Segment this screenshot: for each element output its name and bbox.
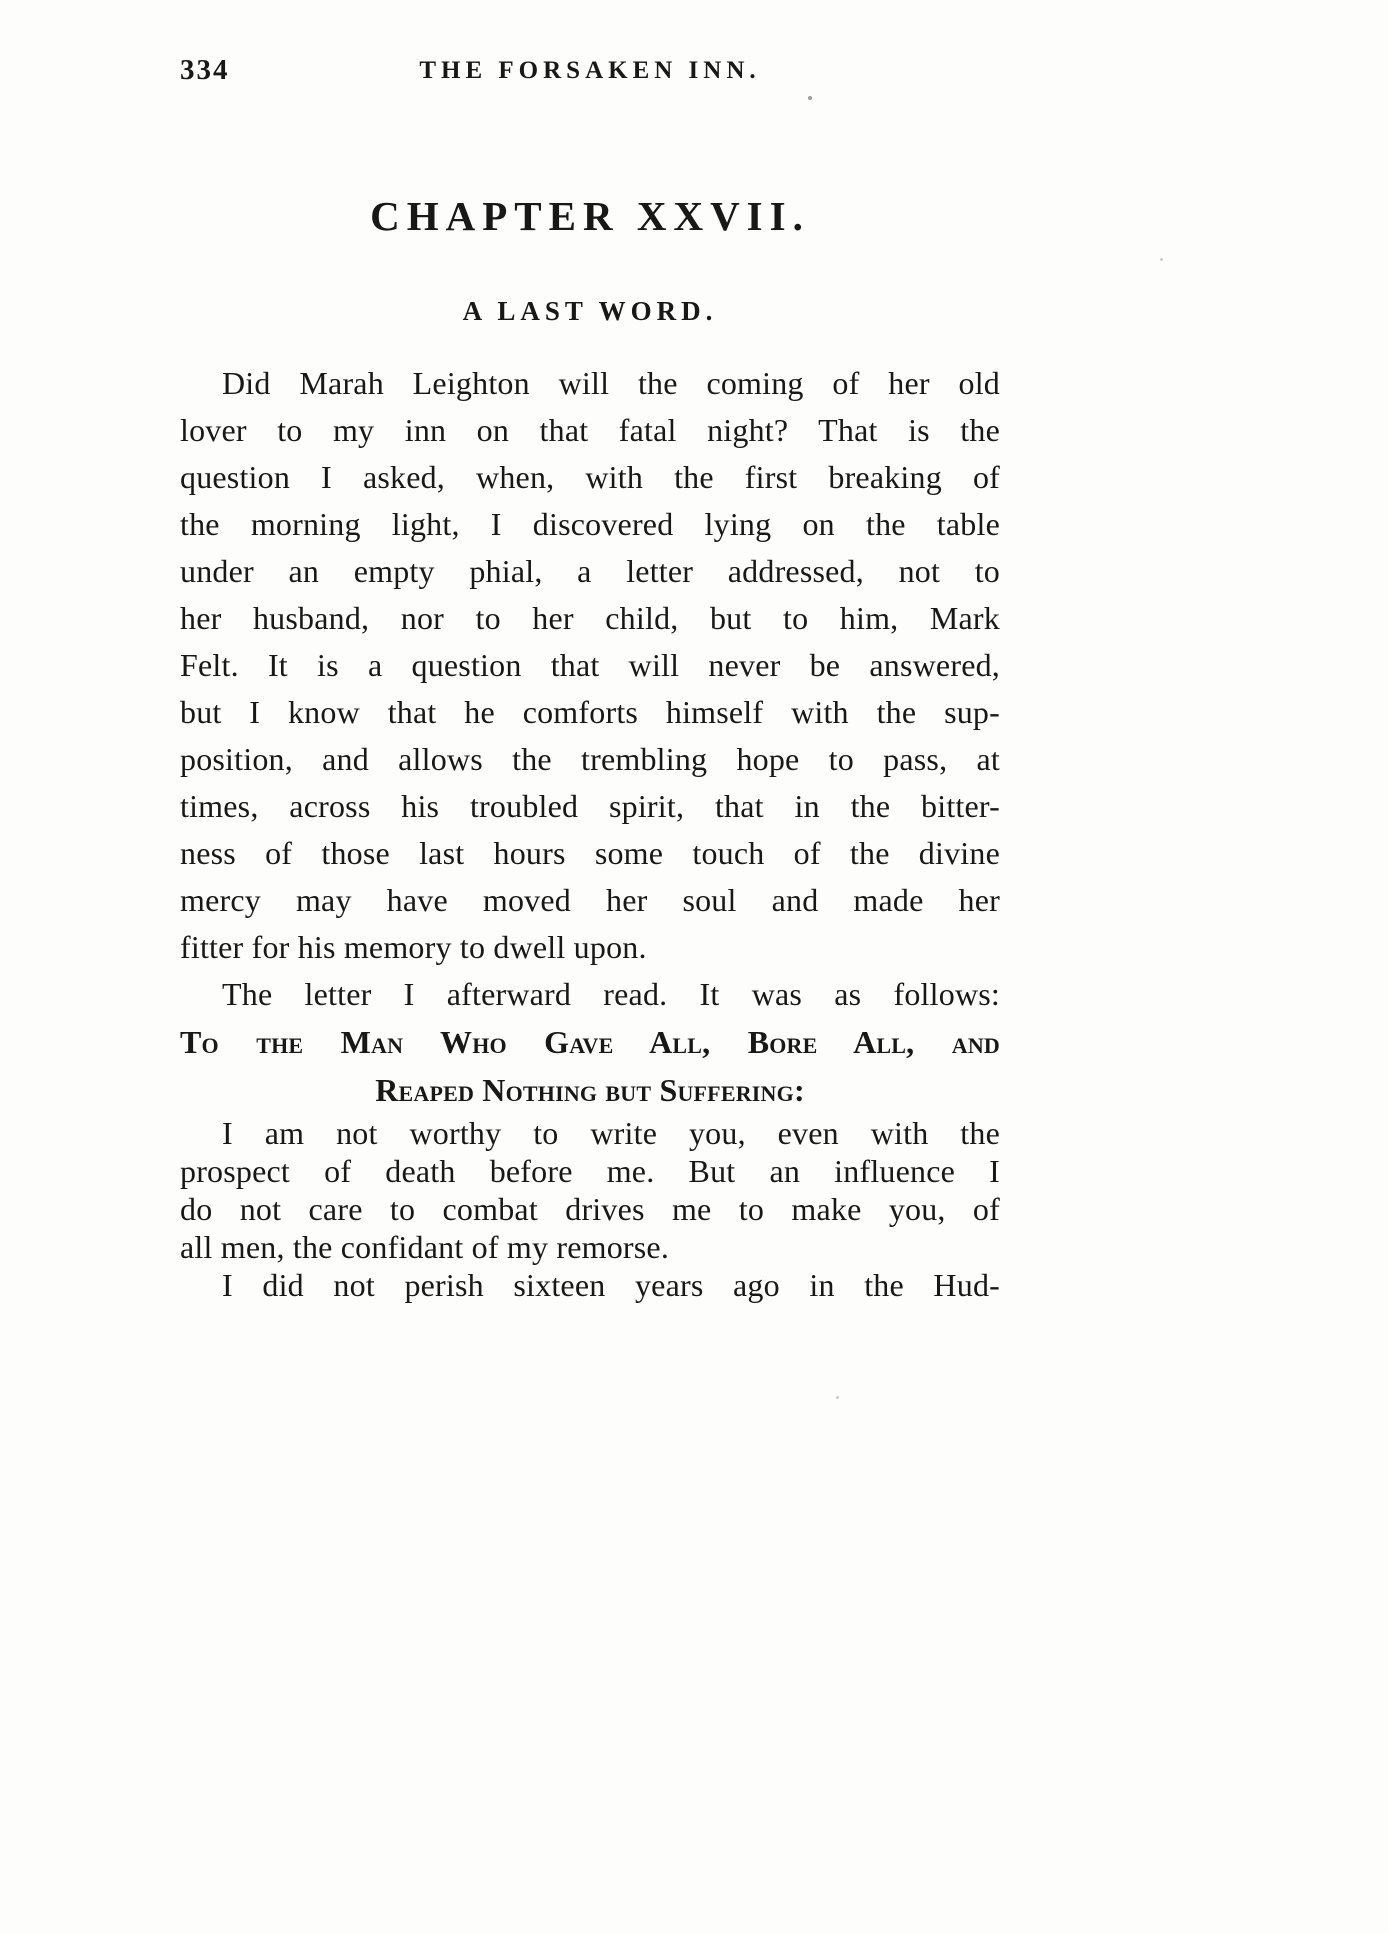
text-line: ness of those last hours some touch of the divine [180,835,1000,871]
text-line: mercy may have moved her soul and made her [180,882,1000,918]
letter-paragraph-2 [180,1266,1000,1304]
text-line: but I know that he comforts himself with the sup- [180,694,1000,730]
letter-paragraph-1 [180,1114,1000,1266]
text-line: lover to my inn on that fatal night? That is the [180,412,1000,448]
text-line: question I asked, when, with the first breaking of [180,459,1000,495]
text-line: I did not perish sixteen years ago in the Hud- [222,1267,1000,1303]
text-line: the morning light, I discovered lying on the table [180,506,1000,542]
letter-salutation [180,1018,1000,1114]
text-line: fitter for his memory to dwell upon. [180,929,647,965]
paragraph-opening [180,360,1000,971]
scan-speck [836,1396,839,1399]
text-line: I am not worthy to write you, even with the [222,1115,1000,1151]
running-header: THE FORSAKEN INN. [419,57,761,84]
text-line: do not care to combat drives me to make you, of [180,1191,1000,1227]
text-line: under an empty phial, a letter addressed, not to [180,553,1000,589]
section-title: A LAST WORD. [462,296,718,326]
text-line: position, and allows the trembling hope to pass, at [180,741,1000,777]
chapter-title: CHAPTER XXVII. [370,193,810,239]
text-line: To the Man Who Gave All, Bore All, and [180,1024,1000,1060]
scan-speck [1160,258,1163,261]
text-line: times, across his troubled spirit, that in the bitter- [180,788,1000,824]
text-line: The letter I afterward read. It was as follows: [222,976,1000,1012]
text-line: all men, the confidant of my remorse. [180,1229,670,1265]
text-line: her husband, nor to her child, but to him, Mark [180,600,1000,636]
running-head [180,54,1000,90]
text-line: Felt. It is a question that will never be answered, [180,647,1000,683]
paragraph-letter-intro [180,971,1000,1018]
scan-speck [808,96,812,100]
text-line: Reaped Nothing but Suffering: [375,1072,805,1108]
text-line: Did Marah Leighton will the coming of her old [222,365,1000,401]
page-number: 334 [180,54,230,86]
text-line: prospect of death before me. But an influence I [180,1153,1000,1189]
body-text [180,360,1000,1304]
